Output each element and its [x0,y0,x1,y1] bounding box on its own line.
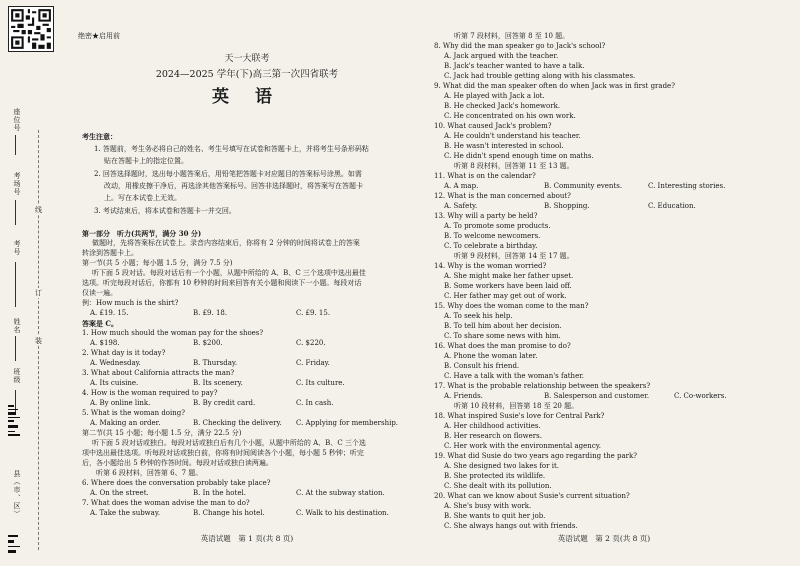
example-answer: 答案是 C。 [82,319,119,328]
q8-option-a: A. Jack argued with the teacher. [444,52,559,60]
q7-option-a: A. Take the subway. [90,509,161,517]
notice-line: 改动，用橡皮擦干净后，再选涂其他答案标号。回答非选择题时，将答案写在答题卡 [104,182,363,190]
exam-number-label: 考号 [13,240,21,256]
q2-option-c: C. Friday. [296,359,330,367]
q1-option-a: A. $198. [90,339,120,347]
q14-option-c: C. Her father may get out of work. [444,292,567,300]
question-5: 5. What is the woman doing? [82,409,185,417]
q16-option-c: C. Have a talk with the woman's father. [444,372,585,380]
q14-option-b: B. Some workers have been laid off. [444,282,572,290]
q11-option-c: C. Interesting stories. [648,182,726,190]
part1-intro: 转涂到答题卡上。 [82,249,138,257]
secret-label: 绝密★启用前 [78,32,120,40]
q10-option-a: A. He couldn't understand his teacher. [444,132,581,140]
q1-option-b: B. $200. [193,339,223,347]
q7-option-c: C. Walk to his destination. [296,509,389,517]
county-label: 县（市、区） [13,470,21,518]
q15-option-b: B. To tell him about her decision. [444,322,562,330]
question-14: 14. Why is the woman worried? [434,262,547,270]
question-11: 11. What is on the calendar? [434,172,536,180]
q4-option-b: B. By credit card. [193,399,256,407]
q9-option-b: B. He checked Jack's homework. [444,102,561,110]
section1-intro: 选项。听完每段对话后，你都有 10 秒钟的时间来回答有关小题和阅读下一小题。每段对话 [82,279,362,287]
example-option-a: A. £19. 15. [90,309,129,317]
q3-option-a: A. Its cuisine. [90,379,139,387]
subject-title: 英 语 [212,87,282,107]
example-option-b: B. £9. 18. [193,309,228,317]
exam-org: 天一大联考 [224,54,270,64]
class-label: 班级 [13,368,21,384]
q5-option-a: A. Making an order. [90,419,161,427]
section1-title: 第一节(共 5 小题；每小题 1.5 分，满分 7.5 分) [82,259,233,267]
material-9-heading: 听第 9 段材料，回答第 14 至 17 题。 [454,252,574,260]
notice-line: 1. 答题前，考生务必将自己的姓名、考生号填写在试卷和答题卡上，并将考生号条形码粘 [94,145,369,153]
seat-number-label: 座位号 [13,108,21,132]
q11-option-a: A. A map. [444,182,479,190]
q13-option-a: A. To promote some products. [444,222,551,230]
question-6: 6. Where does the conversation probably take place? [82,479,271,487]
name-label: 姓名 [13,318,21,334]
q20-option-a: A. She's busy with work. [444,502,532,510]
q11-option-b: B. Community events. [544,182,623,190]
question-19: 19. What did Susie do two years ago regarding the park? [434,452,637,460]
q3-option-b: B. Its scenery. [193,379,243,387]
q20-option-b: B. She wants to quit her job. [444,512,546,520]
name-line [15,336,16,361]
q9-option-a: A. He played with Jack a lot. [444,92,545,100]
page-footer: 英语试题 第 1 页(共 8 页) [200,534,294,543]
q8-option-b: B. Jack's teacher wanted to have a talk. [444,62,585,70]
section2-intro: 听下面 5 段对话或独白。每段对话或独白后有几个小题，从题中所给的 A、B、C 三个选 [92,439,366,447]
question-20: 20. What can we know about Susie's current situation? [434,492,630,500]
question-4: 4. How is the woman required to pay? [82,389,218,397]
seat-number-line [15,135,16,155]
q9-option-c: C. He concentrated on his own work. [444,112,576,120]
question-2: 2. What day is it today? [82,349,166,357]
page-footer: 英语试题 第 2 页(共 8 页) [557,534,651,543]
material-6-heading: 听第 6 段材料，回答第 6、7 题。 [96,469,203,477]
notice-title: 考生注意： [82,132,117,141]
question-16: 16. What does the man promise to do? [434,342,571,350]
question-12: 12. What is the man concerned about? [434,192,571,200]
notice-line: 3. 考试结束后，将本试卷和答题卡一并交回。 [94,207,236,215]
material-10-heading: 听第 10 段材料，回答第 18 至 20 题。 [454,402,579,410]
question-8: 8. Why did the man speaker go to Jack's school? [434,42,606,50]
q13-option-c: C. To celebrate a birthday. [444,242,538,250]
q8-option-c: C. Jack had trouble getting along with his classmates. [444,72,636,80]
q10-option-b: B. He wasn't interested in school. [444,142,564,150]
example-option-c: C. £9. 15. [296,309,331,317]
q14-option-a: A. She might make her father upset. [444,272,574,280]
q17-option-b: B. Salesperson and customer. [544,392,650,400]
section2-title: 第二节(共 15 小题；每小题 1.5 分，满分 22.5 分) [82,429,242,437]
material-8-heading: 听第 8 段材料，回答第 11 至 13 题。 [454,162,574,170]
part1-title: 第一部分 听力(共两节，满分 30 分) [82,229,202,238]
section1-intro: 听下面 5 段对话。每段对话后有一个小题，从题中所给的 A、B、C 三个选项中选出最佳 [92,269,366,277]
question-9: 9. What did the man speaker often do when Jack was in first grade? [434,82,675,90]
q1-option-c: C. $220. [296,339,326,347]
question-13: 13. Why will a party be held? [434,212,538,220]
q13-option-b: B. To welcome newcomers. [444,232,541,240]
q16-option-b: B. Consult his friend. [444,362,520,370]
question-17: 17. What is the probable relationship between the speakers? [434,382,651,390]
q6-option-a: A. On the street. [90,489,149,497]
fold-mark-bind: 订 [35,289,42,297]
q15-option-a: A. To seek his help. [444,312,513,320]
q2-option-a: A. Wednesday. [90,359,141,367]
q6-option-b: B. In the hotel. [193,489,246,497]
question-7: 7. What does the woman advise the man to do? [82,499,250,507]
q18-option-c: C. Her work with the environmental agency. [444,442,601,450]
q18-option-a: A. Her childhood activities. [444,422,541,430]
exam-number-line [15,262,16,307]
q12-option-b: B. Shopping. [544,202,590,210]
q3-option-c: C. Its culture. [296,379,345,387]
q17-option-c: C. Co-workers. [674,392,727,400]
fold-mark-line: 线 [35,206,42,214]
section2-intro: 后，各小题给出 5 秒钟的作答时间。每段对话或独白读两遍。 [82,459,273,467]
exam-room-label: 考场号 [13,172,21,196]
q2-option-b: B. Thursday. [193,359,238,367]
q19-option-b: B. She protected its wildlife. [444,472,546,480]
q4-option-c: C. In cash. [296,399,334,407]
q4-option-a: A. By online link. [90,399,151,407]
q18-option-b: B. Her research on flowers. [444,432,542,440]
question-10: 10. What caused Jack's problem? [434,122,552,130]
part1-intro: 做题时，先将答案标在试卷上。录音内容结束后，你将有 2 分钟的时间将试卷上的答案 [92,239,360,247]
exam-room-line [15,200,16,225]
notice-line: 上。写在本试卷上无效。 [104,194,181,202]
fold-mark-pack: 装 [35,337,42,345]
section1-intro: 仅读一遍。 [82,289,117,297]
notice-line: 2. 回答选择题时，选出每小题答案后，用铅笔把答题卡对应题目的答案标号涂黑。如需 [94,170,362,178]
q16-option-a: A. Phone the woman later. [444,352,538,360]
q10-option-c: C. He didn't spend enough time on maths. [444,152,594,160]
q20-option-c: C. She always hangs out with friends. [444,522,578,530]
q5-option-b: B. Checking the delivery. [193,419,282,427]
question-3: 3. What about California attracts the man? [82,369,235,377]
q6-option-c: C. At the subway station. [296,489,385,497]
question-1: 1. How much should the woman pay for the shoes? [82,329,264,337]
question-15: 15. Why does the woman come to the man? [434,302,589,310]
q7-option-b: B. Change his hotel. [193,509,265,517]
notice-line: 贴在答题卡上的指定位置。 [104,157,188,165]
binding-strip [0,0,64,566]
material-7-heading: 听第 7 段材料，回答第 8 至 10 题。 [454,32,570,40]
section2-intro: 项中选出最佳选项。听每段对话或独白前，你将有时间阅读各个小题，每小题 5 秒钟；听完 [82,449,364,457]
question-18: 18. What inspired Susie's love for Central Park? [434,412,605,420]
q17-option-a: A. Friends. [444,392,483,400]
q5-option-c: C. Applying for membership. [296,419,399,427]
q19-option-c: C. She dealt with its pollution. [444,482,552,490]
q12-option-c: C. Education. [648,202,696,210]
q12-option-a: A. Safety. [444,202,478,210]
exam-title: 2024—2025 学年(下)高三第一次四省联考 [155,69,339,80]
qr-code-icon [8,6,54,52]
q15-option-c: C. To share some news with him. [444,332,561,340]
example-question: 例：How much is the shirt? [82,299,179,307]
barcode-icon [6,405,24,555]
q19-option-a: A. She designed two lakes for it. [444,462,559,470]
